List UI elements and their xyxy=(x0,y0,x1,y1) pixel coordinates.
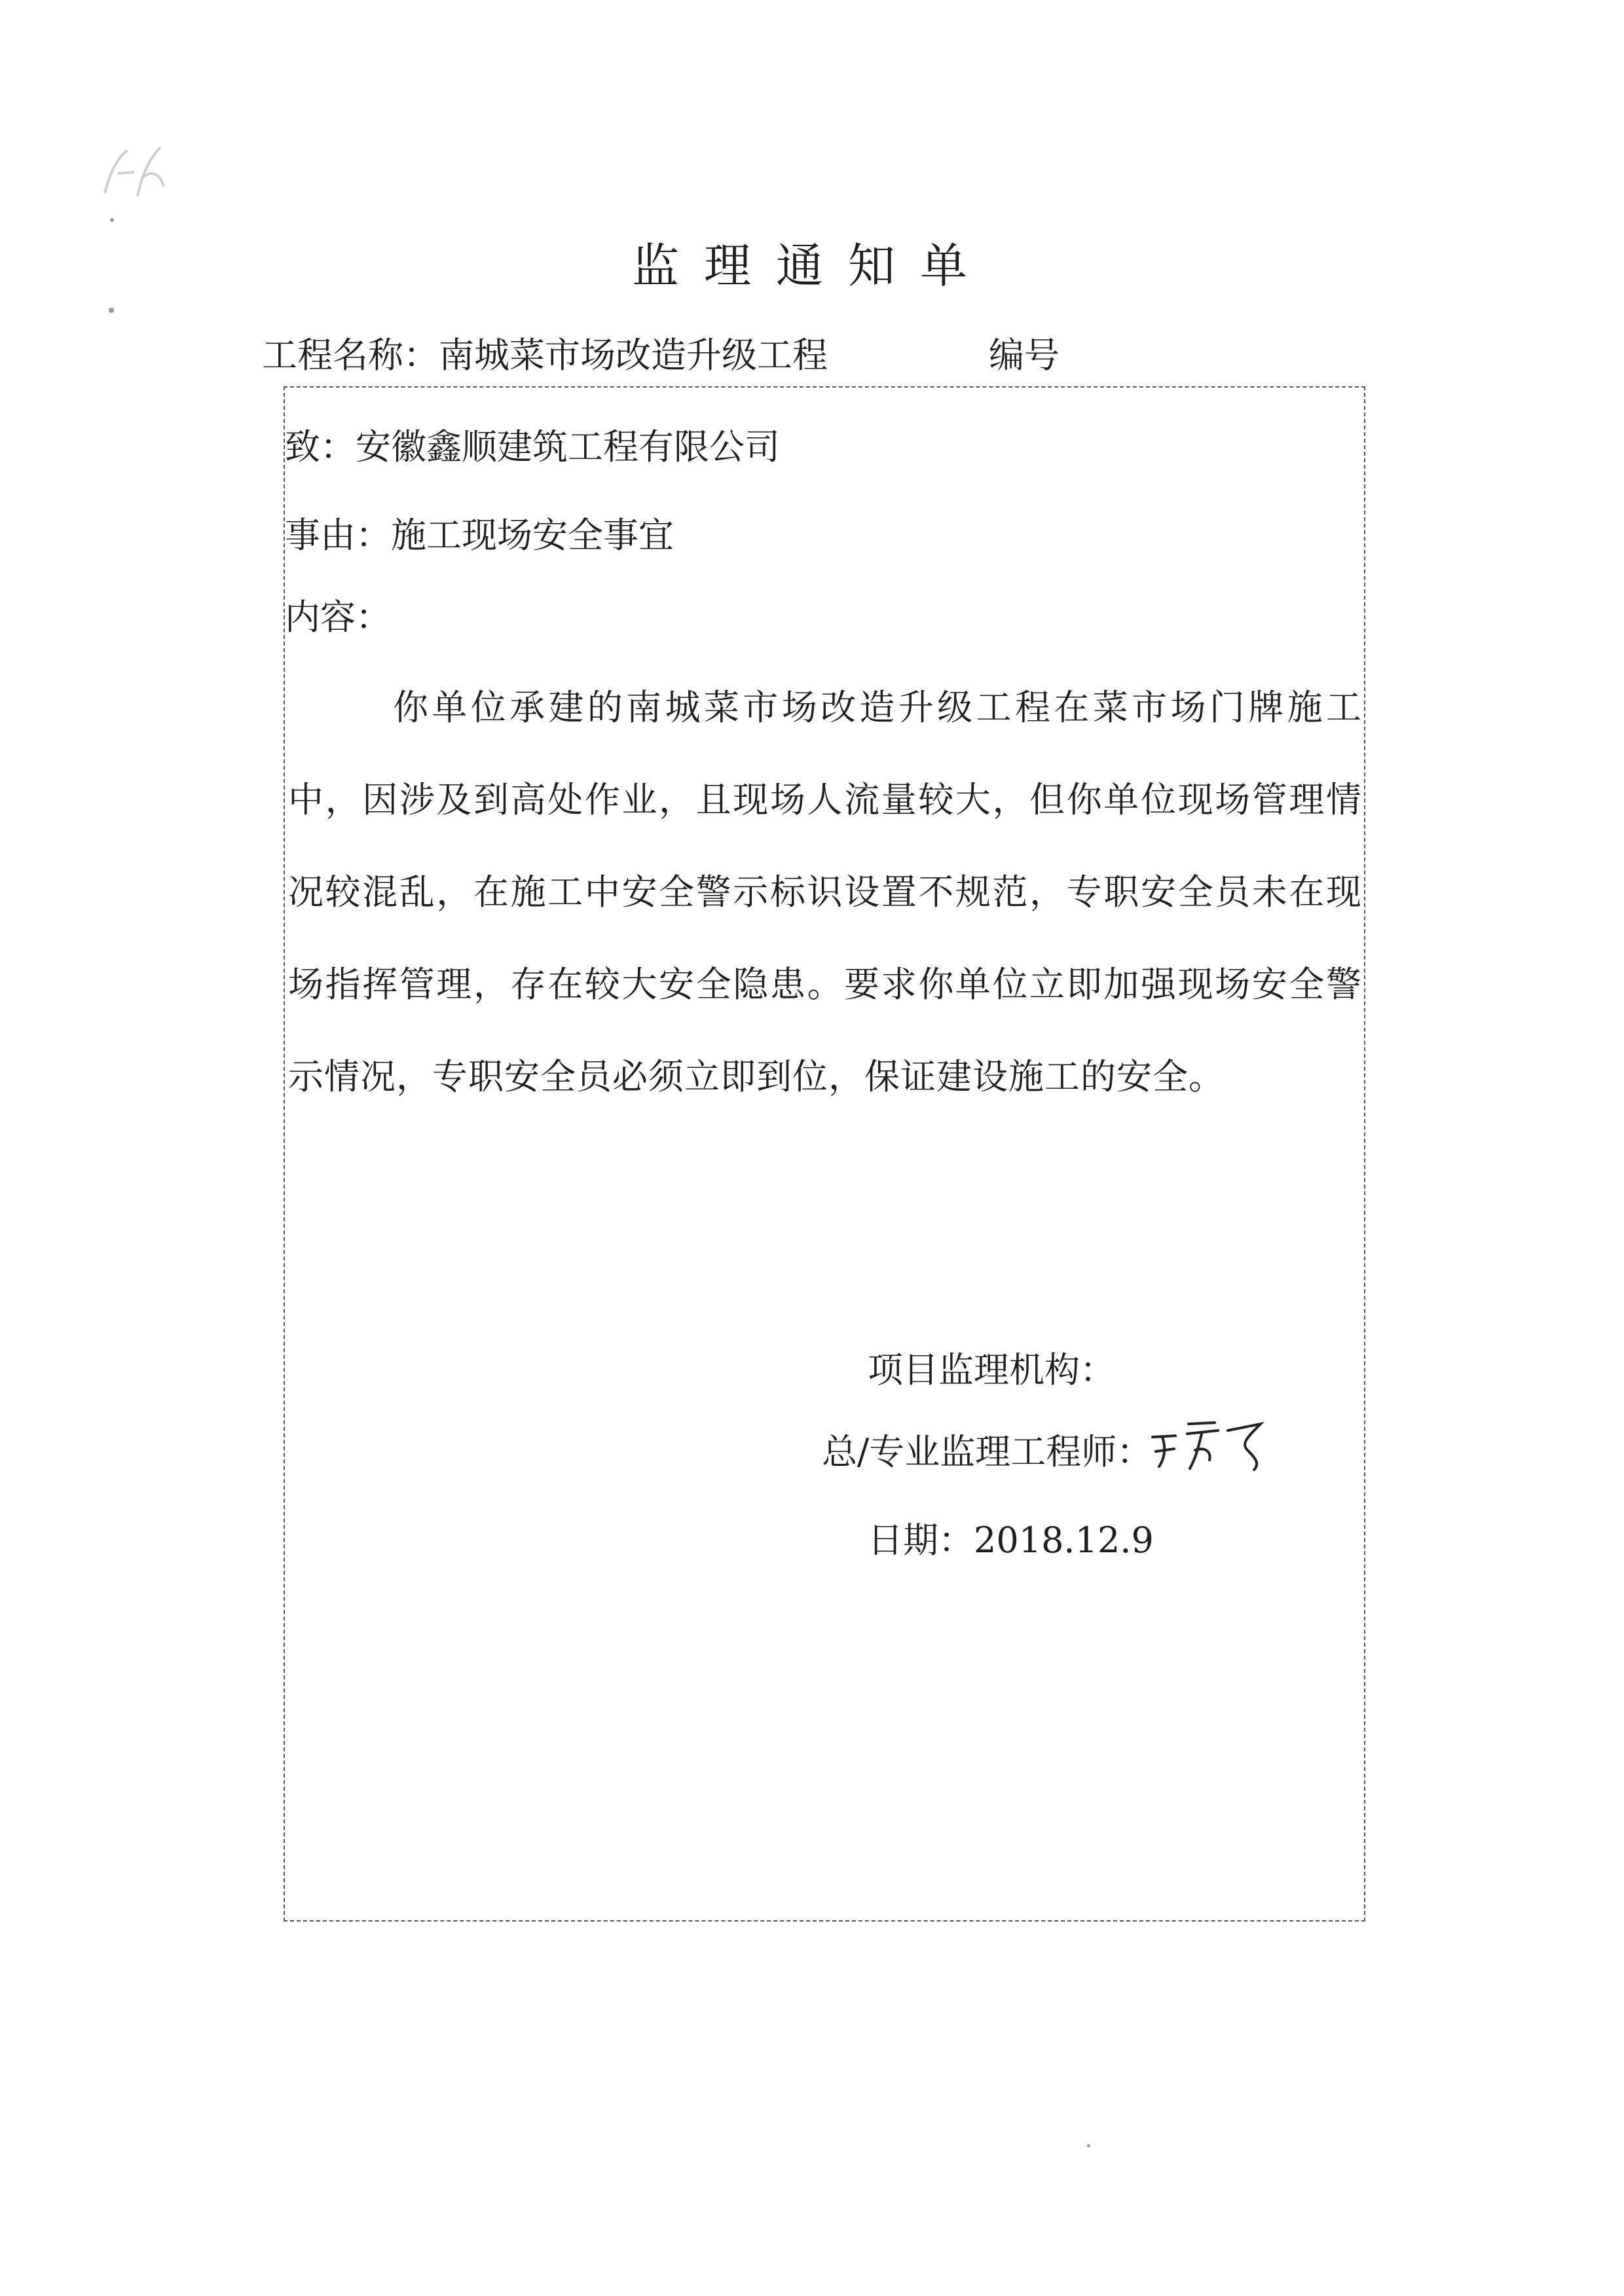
subject-line xyxy=(285,507,674,558)
date-line xyxy=(868,1512,1154,1563)
date-label: 日期： xyxy=(868,1520,974,1561)
supervision-org-label: 项目监理机构： xyxy=(868,1349,1115,1391)
recipient-label: 致： xyxy=(285,426,356,467)
recipient-line xyxy=(285,419,780,469)
content-body: 你单位承建的南城菜市场改造升级工程在菜市场门牌施工中，因涉及到高处作业，且现场人流量较大，但你单位现场管理情况较混乱，在施工中安全警示标识设置不规范，专职安全员未在现场指挥管理，存在较大安全隐患。要求你单位立即加强现场安全警示情况，专职安全员必须立即到位，保证建设施工的安全。 xyxy=(288,687,1362,1097)
project-line xyxy=(262,327,828,378)
serial-number-label: 编号 xyxy=(989,335,1060,376)
page-number-mark xyxy=(98,141,170,203)
scan-speck xyxy=(109,308,114,313)
content-label: 内容： xyxy=(285,596,391,638)
notice-frame xyxy=(284,386,1365,1922)
engineer-label: 总/专业监理工程师： xyxy=(822,1431,1153,1472)
subject-value: 施工现场安全事宜 xyxy=(391,515,674,556)
engineer-signature xyxy=(1149,1411,1280,1473)
page-title: 监理通知单 xyxy=(631,238,992,294)
project-label: 工程名称： xyxy=(262,335,439,376)
recipient-value: 安徽鑫顺建筑工程有限公司 xyxy=(356,426,780,467)
scan-speck xyxy=(1087,2144,1090,2147)
scan-speck xyxy=(110,218,114,222)
date-value: 2018.12.9 xyxy=(974,1520,1154,1561)
subject-label: 事由： xyxy=(285,515,391,556)
project-name: 南城菜市场改造升级工程 xyxy=(439,335,828,376)
